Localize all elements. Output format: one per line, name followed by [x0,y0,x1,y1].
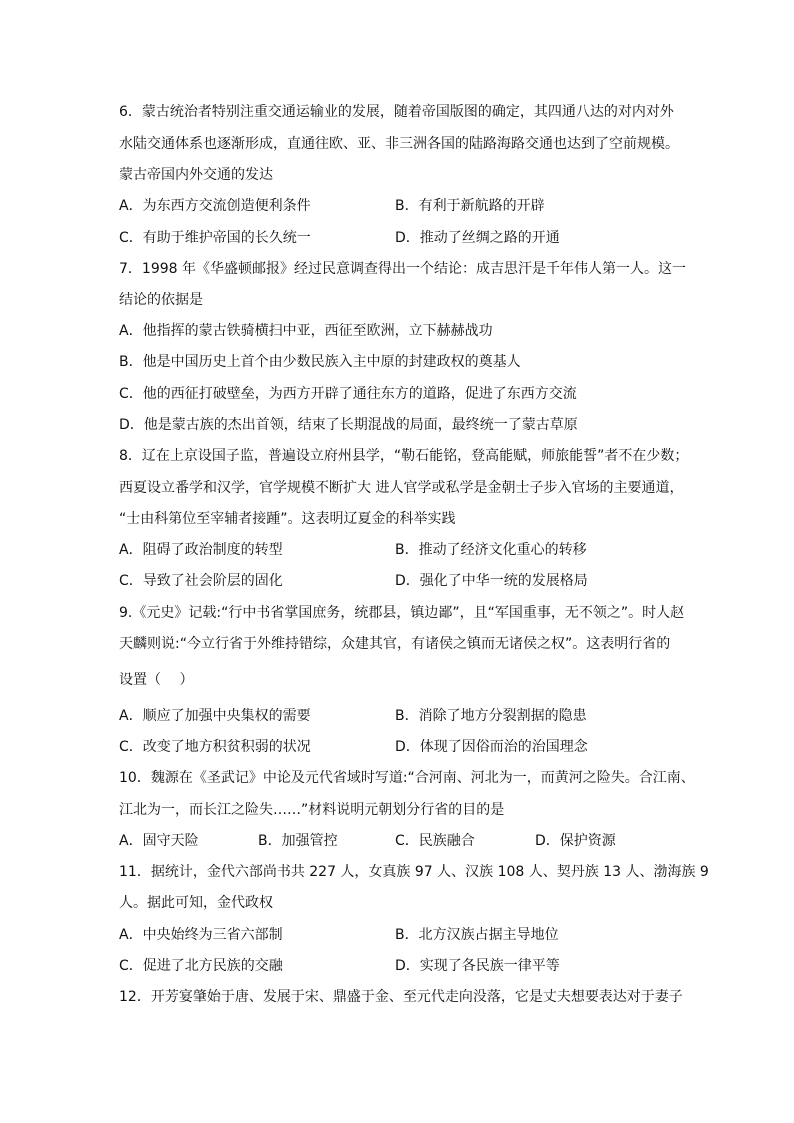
q8-option-a[interactable]: A．阻碍了政治制度的转型 [119,542,283,558]
q8-stem-line3: “士由科第位至宰辅者接踵”。这表明辽夏金的科举实践 [119,511,456,527]
q11-option-b[interactable]: B．北方汉族占据主导地位 [395,927,559,943]
q7-option-a[interactable]: A．他指挥的蒙古铁骑横扫中亚，西征至欧洲，立下赫赫战功 [119,323,493,339]
q7-stem-line1: 7．1998 年《华盛顿邮报》经过民意调查得出一个结论：成吉思汗是千年伟人第一人。这一 [119,261,686,277]
q8-option-c[interactable]: C．导致了社会阶层的固化 [119,573,283,589]
q7-option-c[interactable]: C．他的西征打破壁垒，为西方开辟了通往东方的道路，促进了东西方交流 [119,386,577,402]
q12-stem-line1: 12．开芳宴肇始于唐、发展于宋、鼎盛于金、至元代走向没落，它是丈夫想要表达对于妻子 [119,989,683,1005]
q9-option-a[interactable]: A．顺应了加强中央集权的需要 [119,708,311,724]
q11-option-d[interactable]: D．实现了各民族一律平等 [395,958,560,974]
q11-option-a[interactable]: A．中央始终为三省六部制 [119,927,283,943]
q6-option-d[interactable]: D．推动了丝绸之路的开通 [395,230,560,246]
q10-option-c[interactable]: C．民族融合 [395,833,475,849]
q9-stem-line2: 天麟则说:“今立行省于外维持错综，众建其官，有诸侯之镇而无诸侯之权”。这表明行省的 [119,636,671,652]
q6-stem-line1: 6．蒙古统治者特别注重交通运输业的发展，随着帝国版图的确定，其四通八达的对内对外 [119,104,674,120]
q6-option-a[interactable]: A．为东西方交流创造便利条件 [119,198,311,214]
q11-stem-line1: 11．据统计，金代六部尚书共 227 人，女真族 97 人、汉族 108 人、契丹族 13 人、渤海族 9 [119,864,709,880]
q7-stem-line2: 结论的依据是 [119,292,203,308]
q7-option-d[interactable]: D．他是蒙古族的杰出首领，结束了长期混战的局面，最终统一了蒙古草原 [119,417,578,433]
q10-stem-line2: 江北为一，而长江之险失……”材料说明元朝划分行省的目的是 [119,802,505,818]
q10-option-b[interactable]: B．加强管控 [258,833,338,849]
q11-option-c[interactable]: C．促进了北方民族的交融 [119,958,283,974]
q7-option-b[interactable]: B．他是中国历史上首个由少数民族入主中原的封建政权的奠基人 [119,354,521,370]
q8-stem-line2: 西夏设立番学和汉学，官学规模不断扩大 进人官学或私学是金朝士子步入官场的主要通道， [119,480,684,496]
q10-stem-line1: 10．魏源在《圣武记》中论及元代省域时写道:“合河南、河北为一，而黄河之险失。合江南、 [119,770,695,786]
q8-option-d[interactable]: D．强化了中华一统的发展格局 [395,573,588,589]
q11-stem-line2: 人。据此可知，金代政权 [119,895,273,911]
q6-option-b[interactable]: B．有利于新航路的开辟 [395,198,545,214]
q8-option-b[interactable]: B．推动了经济文化重心的转移 [395,542,587,558]
q9-stem-line3: 设置（ ） [119,672,194,688]
q9-option-b[interactable]: B．消除了地方分裂割据的隐患 [395,708,587,724]
q6-stem-line3: 蒙古帝国内外交通的发达 [119,167,273,183]
q9-option-d[interactable]: D．体现了因俗而治的治国理念 [395,739,588,755]
q9-stem-line1: 9.《元史》记载:“行中书省掌国庶务，统郡县，镇边鄙”，且“军国重事，无不领之”。时人赵 [119,605,685,621]
q6-option-c[interactable]: C．有助于维护帝国的长久统一 [119,230,311,246]
q9-option-c[interactable]: C．改变了地方积贫积弱的状况 [119,739,311,755]
q8-stem-line1: 8．辽在上京设国子监，普遍设立府州县学，“勒石能铭，登高能赋，师旅能誓”者不在少数； [119,448,689,464]
q10-option-a[interactable]: A．固守天险 [119,833,199,849]
q6-stem-line2: 水陆交通体系也逐渐形成，直通往欧、亚、非三洲各国的陆路海路交通也达到了空前规模。 [119,136,679,152]
q10-option-d[interactable]: D．保护资源 [535,833,616,849]
